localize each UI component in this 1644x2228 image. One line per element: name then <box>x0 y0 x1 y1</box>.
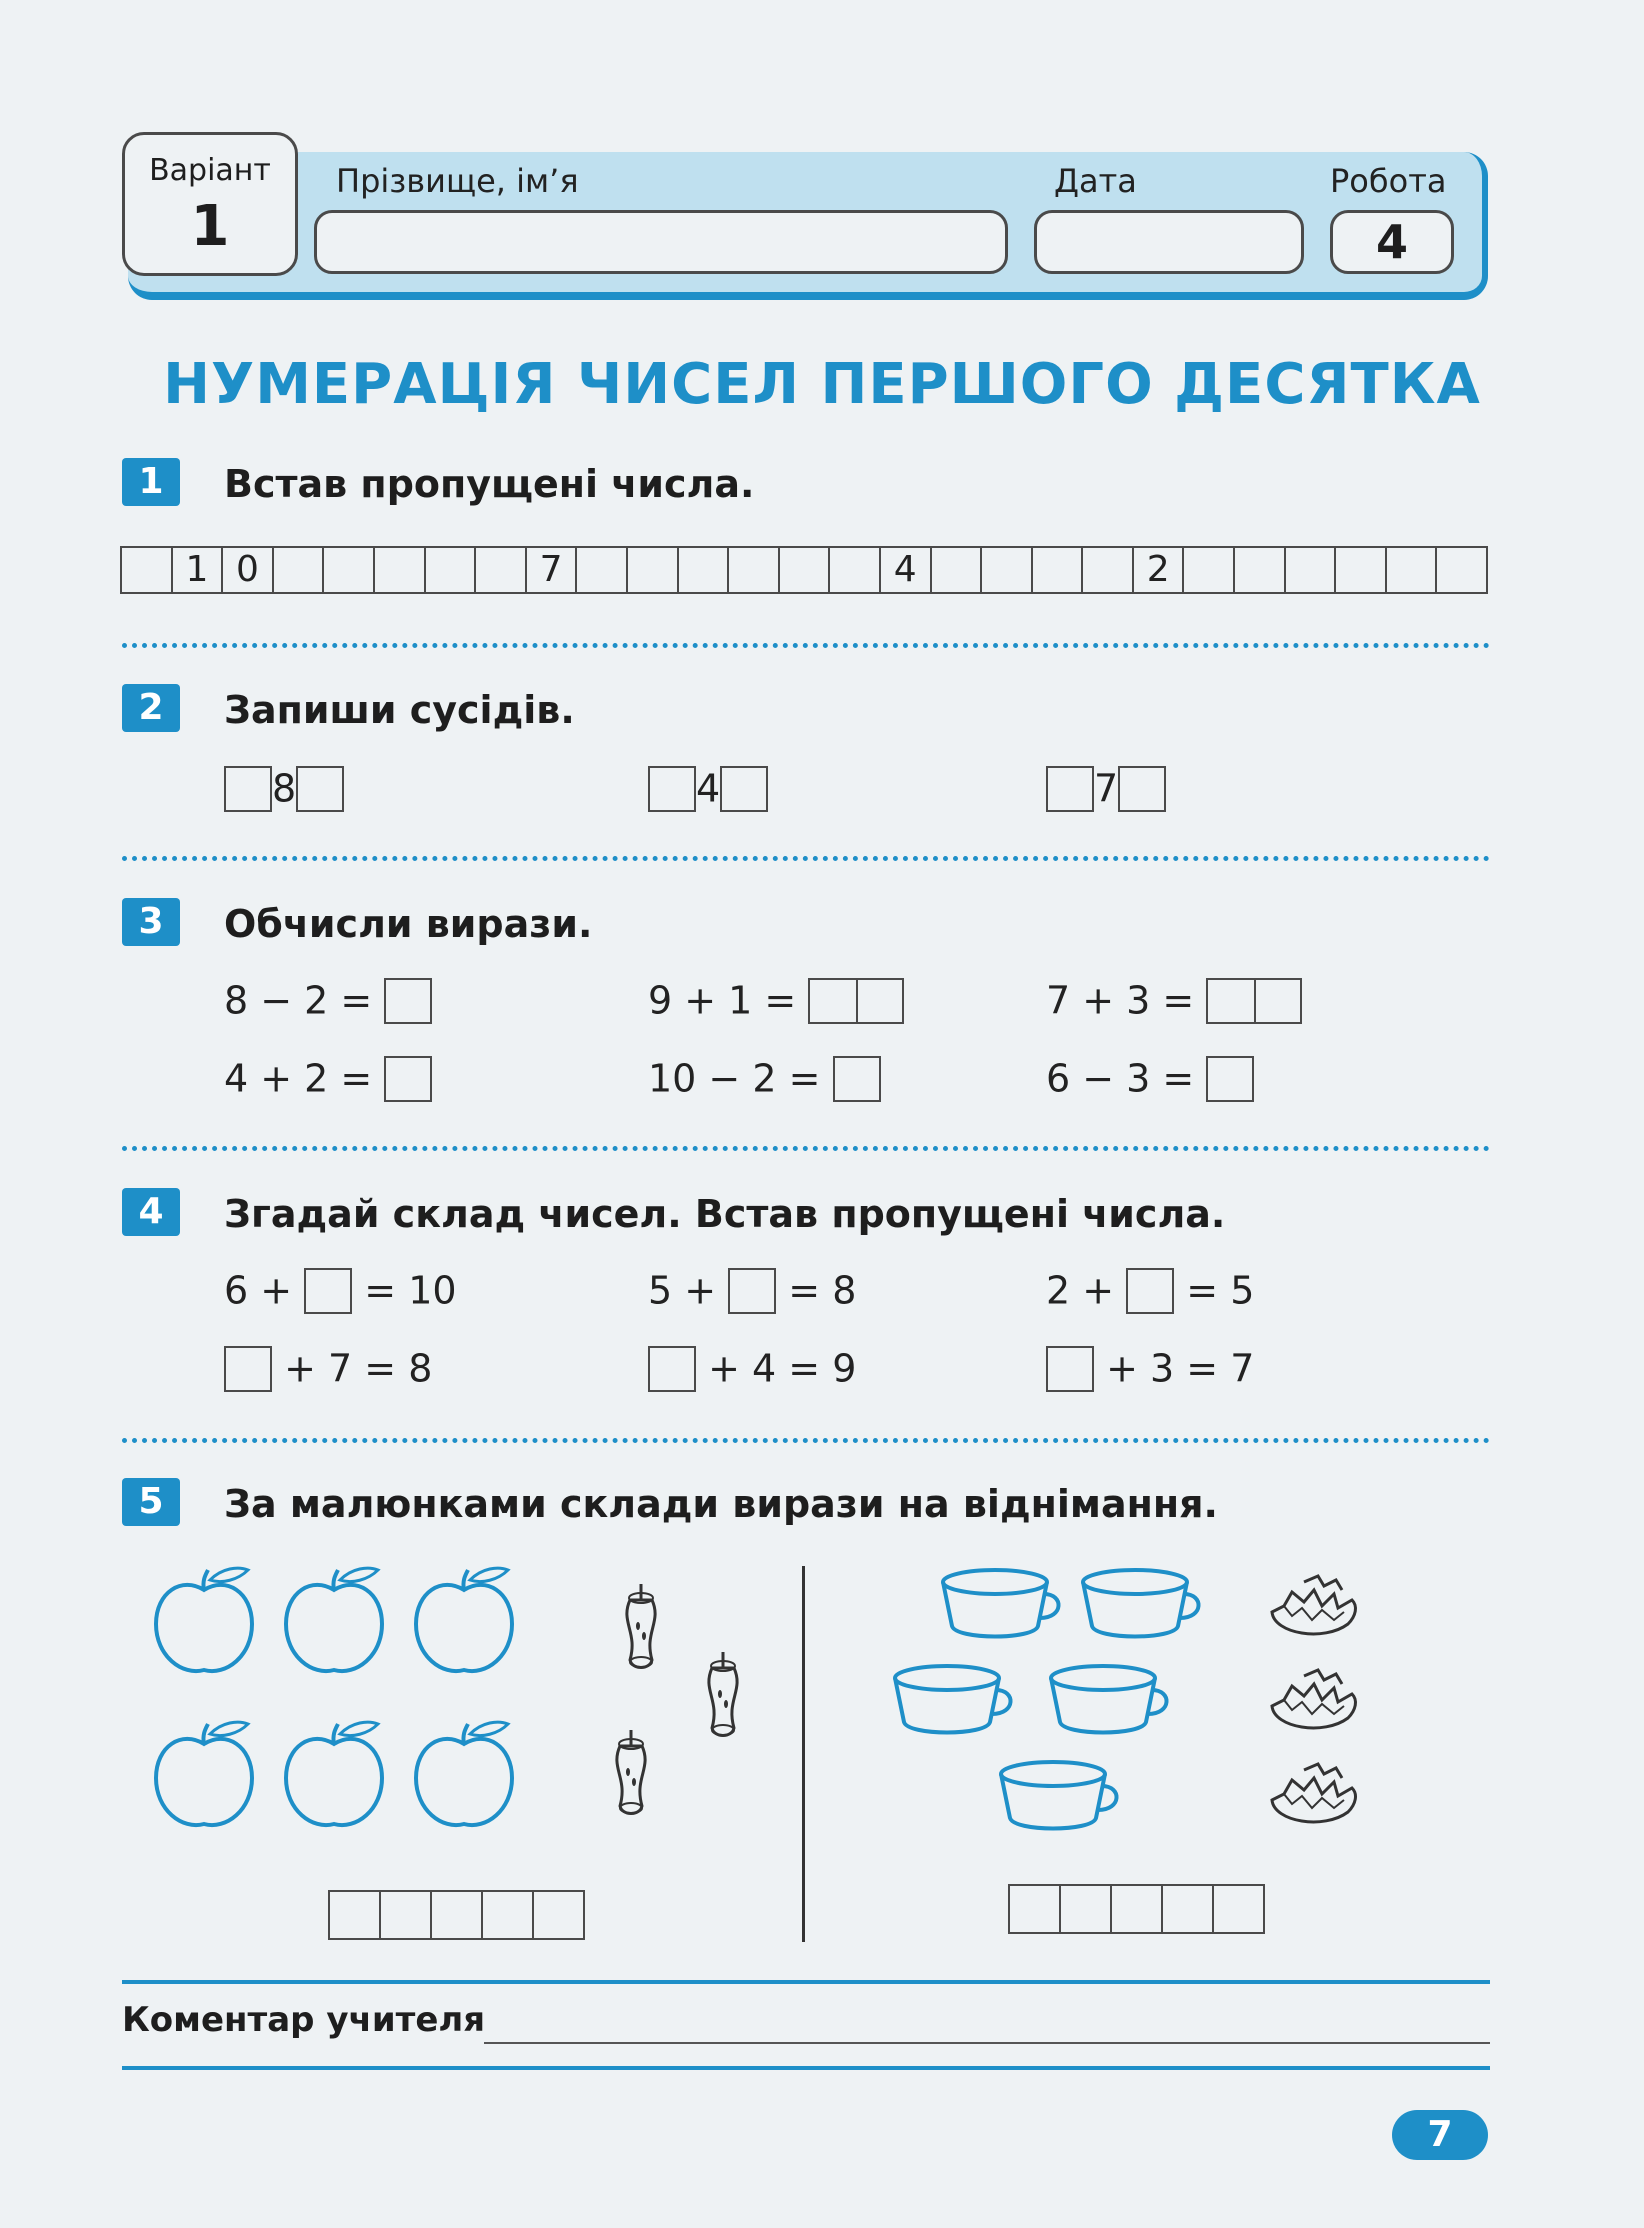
task-2-text: Запиши сусідів. <box>224 688 575 732</box>
footer-rule-bottom <box>122 2066 1490 2070</box>
number-line-cell[interactable] <box>677 546 730 594</box>
equation <box>648 1266 856 1314</box>
apples-illustration <box>140 1560 780 1860</box>
answer-cell[interactable] <box>328 1890 381 1940</box>
number-line-cell[interactable] <box>778 546 831 594</box>
page-title: НУМЕРАЦІЯ ЧИСЕЛ ПЕРШОГО ДЕСЯТКА <box>163 352 1481 417</box>
task-4-text: Згадай склад чисел. Встав пропущені числа. <box>224 1192 1226 1236</box>
answer-box[interactable] <box>1118 766 1166 812</box>
answer-cells-cups <box>1010 1884 1265 1934</box>
equation-right: = 8 <box>788 1268 857 1313</box>
expression-text: 8 − 2 = <box>224 978 373 1023</box>
apple-core-icon <box>709 1652 737 1736</box>
answer-box[interactable] <box>384 1056 432 1102</box>
number-line-cell[interactable] <box>120 546 173 594</box>
number-line-cell[interactable] <box>474 546 527 594</box>
answer-cell[interactable] <box>379 1890 432 1940</box>
teacher-comment-label: Коментар учителя <box>122 2000 486 2040</box>
answer-box[interactable] <box>1046 766 1094 812</box>
answer-box-double[interactable] <box>808 978 904 1024</box>
date-field[interactable] <box>1034 210 1304 274</box>
task-5-number: 5 <box>122 1478 180 1526</box>
expression <box>224 976 432 1024</box>
cups-illustration <box>880 1560 1420 1860</box>
variant-box <box>122 132 298 276</box>
answer-box[interactable] <box>720 766 768 812</box>
equation <box>1046 1266 1254 1314</box>
answer-box[interactable] <box>296 766 344 812</box>
task-3-number: 3 <box>122 898 180 946</box>
answer-cell[interactable] <box>1008 1884 1061 1934</box>
eggshell-icon <box>1272 1764 1355 1822</box>
answer-cell[interactable] <box>532 1890 585 1940</box>
equation-left: 2 + <box>1046 1268 1115 1313</box>
cup-icon <box>1083 1570 1199 1637</box>
answer-box[interactable] <box>224 1346 272 1392</box>
answer-box[interactable] <box>1126 1268 1174 1314</box>
dotted-separator <box>122 856 1490 861</box>
number-line-cell[interactable] <box>1284 546 1337 594</box>
number-line-cell[interactable] <box>930 546 983 594</box>
number-line <box>122 546 1488 594</box>
number-line-cell[interactable] <box>1081 546 1134 594</box>
footer-rule-top <box>122 1980 1490 1984</box>
number-line-cell: 0 <box>221 546 274 594</box>
neighbor-number: 7 <box>1094 766 1119 811</box>
number-line-cell[interactable] <box>373 546 426 594</box>
dotted-separator <box>122 1438 1490 1443</box>
equation-right: + 3 = 7 <box>1106 1346 1255 1391</box>
number-line-cell[interactable] <box>980 546 1033 594</box>
number-line-cell[interactable] <box>272 546 325 594</box>
task-1-text: Встав пропущені числа. <box>224 462 755 506</box>
equation-left: 5 + <box>648 1268 717 1313</box>
number-line-cell[interactable] <box>828 546 881 594</box>
variant-number: 1 <box>190 194 230 259</box>
expression <box>1046 976 1302 1024</box>
answer-cell[interactable] <box>430 1890 483 1940</box>
teacher-comment-line[interactable] <box>484 2042 1490 2044</box>
answer-box[interactable] <box>833 1056 881 1102</box>
name-label: Прізвище, ім’я <box>336 162 579 200</box>
eggshell-icon <box>1272 1670 1355 1728</box>
expression-text: 4 + 2 = <box>224 1056 373 1101</box>
dotted-separator <box>122 643 1490 648</box>
apple-icon <box>156 1722 252 1825</box>
name-field[interactable] <box>314 210 1008 274</box>
expression-text: 6 − 3 = <box>1046 1056 1195 1101</box>
equation-right: = 10 <box>364 1268 457 1313</box>
answer-box[interactable] <box>1206 1056 1254 1102</box>
answer-box[interactable] <box>728 1268 776 1314</box>
apple-icon <box>416 1568 512 1671</box>
expression-text: 10 − 2 = <box>648 1056 821 1101</box>
equation <box>1046 1344 1254 1392</box>
page-number: 7 <box>1392 2110 1488 2160</box>
number-line-cell: 7 <box>525 546 578 594</box>
work-number: 4 <box>1330 210 1454 274</box>
answer-cell[interactable] <box>1161 1884 1214 1934</box>
apple-icon <box>286 1722 382 1825</box>
answer-cell[interactable] <box>481 1890 534 1940</box>
answer-cell[interactable] <box>1110 1884 1163 1934</box>
expression-text: 9 + 1 = <box>648 978 797 1023</box>
equation-right: = 5 <box>1186 1268 1255 1313</box>
equation <box>224 1266 457 1314</box>
cup-icon <box>1051 1666 1167 1733</box>
apple-icon <box>156 1568 252 1671</box>
number-line-cell[interactable] <box>1182 546 1235 594</box>
task-4-number: 4 <box>122 1188 180 1236</box>
work-label: Робота <box>1330 162 1447 200</box>
apple-icon <box>286 1568 382 1671</box>
cup-icon <box>943 1570 1059 1637</box>
answer-box[interactable] <box>224 766 272 812</box>
neighbor-group-1 <box>224 764 344 812</box>
eggshell-icon <box>1272 1576 1355 1634</box>
answer-cells-apples <box>330 1890 585 1940</box>
expression <box>648 976 904 1024</box>
expression-text: 7 + 3 = <box>1046 978 1195 1023</box>
dotted-separator <box>122 1146 1490 1151</box>
column-divider <box>802 1566 805 1942</box>
neighbor-number: 8 <box>272 766 297 811</box>
cup-icon <box>895 1666 1011 1733</box>
apple-core-icon <box>627 1584 655 1668</box>
expression <box>1046 1054 1254 1102</box>
answer-cell[interactable] <box>1059 1884 1112 1934</box>
neighbor-group-3 <box>1046 764 1166 812</box>
answer-box[interactable] <box>648 1346 696 1392</box>
answer-box[interactable] <box>648 766 696 812</box>
answer-box[interactable] <box>304 1268 352 1314</box>
equation-right: + 7 = 8 <box>284 1346 433 1391</box>
task-3-text: Обчисли вирази. <box>224 902 593 946</box>
equation <box>648 1344 856 1392</box>
answer-box[interactable] <box>384 978 432 1024</box>
answer-box-double[interactable] <box>1206 978 1302 1024</box>
number-line-cell[interactable] <box>1385 546 1438 594</box>
apple-core-icon <box>617 1730 645 1814</box>
number-line-cell: 2 <box>1132 546 1185 594</box>
equation-right: + 4 = 9 <box>708 1346 857 1391</box>
number-line-cell[interactable] <box>1435 546 1488 594</box>
number-line-cell[interactable] <box>1031 546 1084 594</box>
answer-box[interactable] <box>1046 1346 1094 1392</box>
task-2-number: 2 <box>122 684 180 732</box>
task-5-text: За малюнками склади вирази на віднімання. <box>224 1482 1218 1526</box>
variant-label: Варіант <box>149 153 271 188</box>
expression <box>648 1054 881 1102</box>
neighbor-number: 4 <box>696 766 721 811</box>
number-line-cell[interactable] <box>322 546 375 594</box>
apple-icon <box>416 1722 512 1825</box>
task-1-number: 1 <box>122 458 180 506</box>
equation <box>224 1344 432 1392</box>
number-line-cell[interactable] <box>1334 546 1387 594</box>
date-label: Дата <box>1054 162 1137 200</box>
equation-left: 6 + <box>224 1268 293 1313</box>
number-line-cell: 4 <box>879 546 932 594</box>
number-line-cell[interactable] <box>1233 546 1286 594</box>
number-line-cell[interactable] <box>626 546 679 594</box>
number-line-cell: 1 <box>171 546 224 594</box>
number-line-cell[interactable] <box>424 546 477 594</box>
answer-cell[interactable] <box>1212 1884 1265 1934</box>
cup-icon <box>1001 1762 1117 1829</box>
number-line-cell[interactable] <box>727 546 780 594</box>
neighbor-group-2 <box>648 764 768 812</box>
expression <box>224 1054 432 1102</box>
number-line-cell[interactable] <box>575 546 628 594</box>
